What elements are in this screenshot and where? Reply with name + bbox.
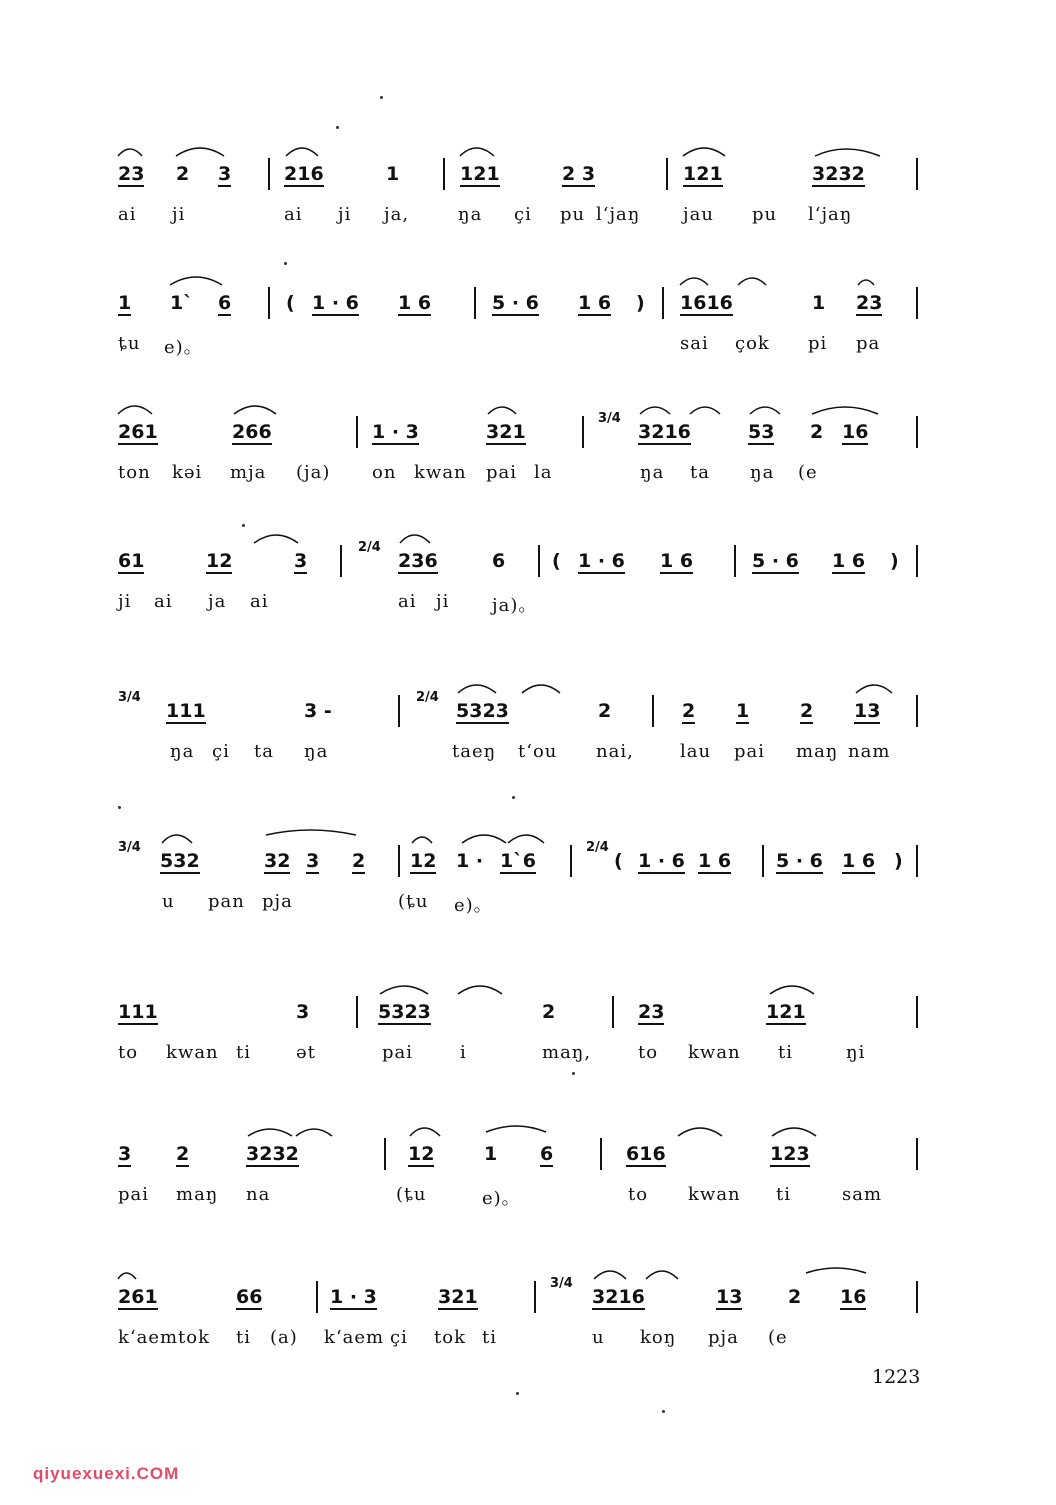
lyric-syllable: pai <box>486 462 518 483</box>
lyric-syllable: ai <box>398 591 417 612</box>
note-group: 6 <box>492 550 506 572</box>
lyric-syllable: la <box>534 462 553 483</box>
note-group: ) <box>890 550 899 572</box>
lyric-syllable: pa <box>856 333 881 354</box>
lyric-syllable: kwan <box>166 1042 219 1063</box>
note-group: 1 · 6 <box>312 292 359 314</box>
note-group: 1 6 <box>660 550 694 572</box>
lyric-syllable: ət <box>296 1042 316 1063</box>
barline <box>916 996 918 1028</box>
time-signature-label: 3/4 <box>550 1276 573 1291</box>
note-group: 1 6 <box>832 550 866 572</box>
barline <box>398 845 400 877</box>
note-group: 1 <box>484 1143 498 1165</box>
lyric-syllable: nam <box>848 741 891 762</box>
lyric-syllable: nai, <box>596 741 634 762</box>
note-group: 532 <box>160 850 200 872</box>
time-signature-label: 2/4 <box>416 690 439 705</box>
note-group: 1` <box>170 292 193 314</box>
lyric-syllable: ti <box>776 1184 791 1205</box>
barline <box>356 416 358 448</box>
lyric-syllable: jau <box>683 204 714 225</box>
note-group: 2 <box>176 1143 190 1165</box>
lyric-syllable: ja <box>208 591 227 612</box>
lyric-syllable: kwan <box>688 1042 741 1063</box>
note-group: 1 <box>812 292 826 314</box>
note-group: 121 <box>460 163 500 185</box>
lyric-syllable: tok <box>178 1327 210 1348</box>
lyric-syllable: ai <box>250 591 269 612</box>
time-signature <box>358 540 381 555</box>
speck <box>572 1072 575 1075</box>
lyric-syllable: sam <box>842 1184 883 1205</box>
lyric-syllable: pja <box>262 891 293 912</box>
note-group: 1 6 <box>578 292 612 314</box>
lyrics <box>0 891 1056 917</box>
barline <box>916 545 918 577</box>
lyrics <box>0 1184 1056 1210</box>
lyric-syllable: u <box>592 1327 605 1348</box>
lyric-syllable: (e <box>798 462 818 483</box>
time-signature <box>550 1276 573 1291</box>
lyric-syllable: (a) <box>270 1327 298 1348</box>
note-group: 261 <box>118 1286 158 1308</box>
barline <box>384 1138 386 1170</box>
note-group: 1 6 <box>842 850 876 872</box>
lyric-syllable: çi <box>212 741 230 762</box>
lyric-syllable: ta <box>254 741 274 762</box>
lyric-syllable: u <box>162 891 175 912</box>
note-group: 1 <box>118 292 132 314</box>
barline <box>916 158 918 190</box>
speck <box>662 1410 665 1413</box>
note-group: 321 <box>438 1286 478 1308</box>
note-group: 1 · 6 <box>578 550 625 572</box>
note-group: 3216 <box>592 1286 645 1308</box>
lyric-syllable: ai <box>154 591 173 612</box>
lyric-syllable: çi <box>390 1327 408 1348</box>
note-group: 53 <box>748 421 775 443</box>
note-group: 1`6 <box>500 850 536 872</box>
note-group: 5 · 6 <box>752 550 799 572</box>
lyrics <box>0 591 1056 617</box>
lyric-syllable: ŋa <box>304 741 329 762</box>
notes <box>0 690 1056 729</box>
lyric-syllable: ŋi <box>846 1042 866 1063</box>
staff-row-6 <box>0 840 1056 945</box>
barline <box>570 845 572 877</box>
barline <box>916 695 918 727</box>
note-group: 111 <box>118 1001 158 1023</box>
notes <box>0 1138 1056 1172</box>
time-signature <box>118 840 141 855</box>
lyric-syllable: maŋ <box>796 741 839 762</box>
lyric-syllable: e)。 <box>454 895 493 916</box>
note-group: ) <box>636 292 645 314</box>
note-group: 321 <box>486 421 526 443</box>
lyric-syllable: l‘jaŋ <box>596 204 641 225</box>
note-group: 1616 <box>680 292 733 314</box>
lyric-syllable: (ȶu <box>396 1184 427 1205</box>
lyric-syllable: mja <box>230 462 267 483</box>
note-group: 3 <box>218 163 232 185</box>
note-group: 3 <box>296 1001 310 1023</box>
note-group: 2 <box>682 700 696 722</box>
lyric-syllable: pu <box>560 204 586 225</box>
note-group: ( <box>286 292 295 314</box>
lyric-syllable: tok <box>434 1327 466 1348</box>
lyrics <box>0 462 1056 488</box>
lyric-syllable: ti <box>778 1042 793 1063</box>
speck <box>118 806 121 809</box>
note-group: 616 <box>626 1143 666 1165</box>
lyric-syllable: ji <box>118 591 132 612</box>
lyric-syllable: ai <box>118 204 137 225</box>
barline <box>916 1138 918 1170</box>
lyric-syllable: to <box>118 1042 139 1063</box>
barline <box>474 287 476 319</box>
barline <box>443 158 445 190</box>
watermark: qiyuexuexi.COM <box>33 1464 180 1483</box>
note-group: 12 <box>410 850 437 872</box>
note-group: 23 <box>118 163 145 185</box>
time-signature-label: 3/4 <box>598 411 621 426</box>
lyric-syllable: ti <box>236 1327 251 1348</box>
lyric-syllable: lau <box>680 741 712 762</box>
speck <box>336 126 339 129</box>
note-group: 3 <box>306 850 320 872</box>
note-group: 32 <box>264 850 291 872</box>
lyric-syllable: pu <box>752 204 778 225</box>
notes <box>0 996 1056 1030</box>
note-group: 5 · 6 <box>492 292 539 314</box>
note-group: 1 6 <box>398 292 432 314</box>
note-group: 12 <box>206 550 233 572</box>
notes <box>0 840 1056 879</box>
note-group: 111 <box>166 700 206 722</box>
lyric-syllable: l‘jaŋ <box>808 204 853 225</box>
barline <box>268 287 270 319</box>
lyric-syllable: ŋa <box>750 462 775 483</box>
lyrics <box>0 204 1056 230</box>
lyric-syllable: maŋ <box>176 1184 219 1205</box>
note-group: 16 <box>840 1286 867 1308</box>
lyric-syllable: maŋ, <box>542 1042 592 1063</box>
note-group: 13 <box>854 700 881 722</box>
note-group: 1 6 <box>698 850 732 872</box>
note-group: 3 <box>294 550 308 572</box>
staff-row-4 <box>0 540 1056 645</box>
notes <box>0 1276 1056 1315</box>
lyric-syllable: (e <box>768 1327 788 1348</box>
note-group: 12 <box>408 1143 435 1165</box>
note-group: 2 <box>800 700 814 722</box>
note-group: 2 <box>810 421 824 443</box>
lyric-syllable: ŋa <box>458 204 483 225</box>
lyric-syllable: pai <box>734 741 766 762</box>
lyric-syllable: (ja) <box>296 462 331 483</box>
barline <box>666 158 668 190</box>
barline <box>356 996 358 1028</box>
lyrics <box>0 1327 1056 1353</box>
time-signature-label: 3/4 <box>118 840 141 855</box>
time-signature-label: 2/4 <box>358 540 381 555</box>
lyrics <box>0 333 1056 359</box>
note-group: 261 <box>118 421 158 443</box>
lyric-syllable: kwan <box>688 1184 741 1205</box>
lyric-syllable: sai <box>680 333 709 354</box>
barline <box>652 695 654 727</box>
note-group: 6 <box>218 292 232 314</box>
speck <box>512 796 515 799</box>
note-group: 1 <box>736 700 750 722</box>
note-group: 66 <box>236 1286 263 1308</box>
lyric-syllable: pja <box>708 1327 739 1348</box>
barline <box>916 1281 918 1313</box>
barline <box>268 158 270 190</box>
notes <box>0 158 1056 192</box>
note-group: 3232 <box>246 1143 299 1165</box>
lyric-syllable: ja)。 <box>492 595 538 616</box>
time-signature <box>586 840 609 855</box>
note-group: 3 - <box>304 700 332 722</box>
barline <box>662 287 664 319</box>
notes <box>0 287 1056 321</box>
note-group: 5323 <box>378 1001 431 1023</box>
note-group: 3 <box>118 1143 132 1165</box>
notes <box>0 411 1056 450</box>
lyric-syllable: ȶu <box>118 333 141 354</box>
lyric-syllable: to <box>638 1042 659 1063</box>
note-group: 2 <box>598 700 612 722</box>
note-group: 266 <box>232 421 272 443</box>
lyric-syllable: pai <box>382 1042 414 1063</box>
lyric-syllable: on <box>372 462 397 483</box>
notes <box>0 540 1056 579</box>
note-group: 3216 <box>638 421 691 443</box>
note-group: 23 <box>638 1001 665 1023</box>
note-group: 5 · 6 <box>776 850 823 872</box>
barline <box>916 416 918 448</box>
note-group: 1 · 3 <box>372 421 419 443</box>
lyric-syllable: ŋa <box>640 462 665 483</box>
lyric-syllable: koŋ <box>640 1327 677 1348</box>
lyrics <box>0 1042 1056 1068</box>
lyric-syllable: na <box>246 1184 271 1205</box>
lyrics <box>0 741 1056 767</box>
note-group: 13 <box>716 1286 743 1308</box>
lyric-syllable: pan <box>208 891 245 912</box>
staff-row-7 <box>0 996 1056 1096</box>
staff-row-3 <box>0 411 1056 516</box>
note-group: 216 <box>284 163 324 185</box>
lyric-syllable: ton <box>118 462 151 483</box>
barline <box>762 845 764 877</box>
lyric-syllable: pai <box>118 1184 150 1205</box>
barline <box>916 845 918 877</box>
note-group: ) <box>894 850 903 872</box>
lyric-syllable: k‘aem <box>118 1327 179 1348</box>
lyric-syllable: t‘ou <box>518 741 558 762</box>
note-group: 23 <box>856 292 883 314</box>
note-group: 123 <box>770 1143 810 1165</box>
lyric-syllable: kwan <box>414 462 467 483</box>
time-signature <box>416 690 439 705</box>
lyric-syllable: k‘aem <box>324 1327 385 1348</box>
speck <box>284 262 287 265</box>
lyric-syllable: (ȶu <box>398 891 429 912</box>
lyric-syllable: ŋa <box>170 741 195 762</box>
lyric-syllable: çi <box>514 204 532 225</box>
note-group: 2 <box>176 163 190 185</box>
note-group: 2 3 <box>562 163 596 185</box>
note-group: 1 · 3 <box>330 1286 377 1308</box>
time-signature <box>598 411 621 426</box>
lyric-syllable: ji <box>338 204 352 225</box>
note-group: 121 <box>683 163 723 185</box>
note-group: 2 <box>542 1001 556 1023</box>
lyric-syllable: ai <box>284 204 303 225</box>
barline <box>582 416 584 448</box>
note-group: 61 <box>118 550 145 572</box>
speck <box>242 524 245 527</box>
note-group: ( <box>614 850 623 872</box>
note-group: 121 <box>766 1001 806 1023</box>
barline <box>538 545 540 577</box>
note-group: 1 <box>386 163 400 185</box>
barline <box>398 695 400 727</box>
lyric-syllable: ti <box>482 1327 497 1348</box>
note-group: ( <box>552 550 561 572</box>
barline <box>612 996 614 1028</box>
staff-row-2 <box>0 287 1056 387</box>
barline <box>534 1281 536 1313</box>
barline <box>916 287 918 319</box>
lyric-syllable: to <box>628 1184 649 1205</box>
staff-row-8 <box>0 1138 1056 1238</box>
lyric-syllable: i <box>460 1042 467 1063</box>
note-group: 6 <box>540 1143 554 1165</box>
lyric-syllable: ti <box>236 1042 251 1063</box>
staff-row-1 <box>0 158 1056 258</box>
lyric-syllable: çok <box>735 333 770 354</box>
lyric-syllable: ji <box>172 204 186 225</box>
note-group: 16 <box>842 421 869 443</box>
note-group: 3232 <box>812 163 865 185</box>
note-group: 5323 <box>456 700 509 722</box>
time-signature-label: 3/4 <box>118 690 141 705</box>
barline <box>734 545 736 577</box>
lyric-syllable: ta <box>690 462 710 483</box>
lyric-syllable: kəi <box>172 462 203 483</box>
barline <box>340 545 342 577</box>
barline <box>600 1138 602 1170</box>
note-group: 1 · <box>456 850 484 872</box>
speck <box>516 1392 519 1395</box>
note-group: 2 <box>352 850 366 872</box>
speck <box>380 96 383 99</box>
time-signature-label: 2/4 <box>586 840 609 855</box>
lyric-syllable: taeŋ <box>452 741 497 762</box>
note-group: 2 <box>788 1286 802 1308</box>
lyric-syllable: ja, <box>384 204 410 225</box>
lyric-syllable: pi <box>808 333 828 354</box>
barline <box>316 1281 318 1313</box>
note-group: 236 <box>398 550 438 572</box>
time-signature <box>118 690 141 705</box>
note-group: 1 · 6 <box>638 850 685 872</box>
lyric-syllable: e)。 <box>164 337 203 358</box>
lyric-syllable: ji <box>436 591 450 612</box>
staff-row-5 <box>0 690 1056 795</box>
page-number: 1223 <box>872 1366 921 1388</box>
lyric-syllable: e)。 <box>482 1188 521 1209</box>
